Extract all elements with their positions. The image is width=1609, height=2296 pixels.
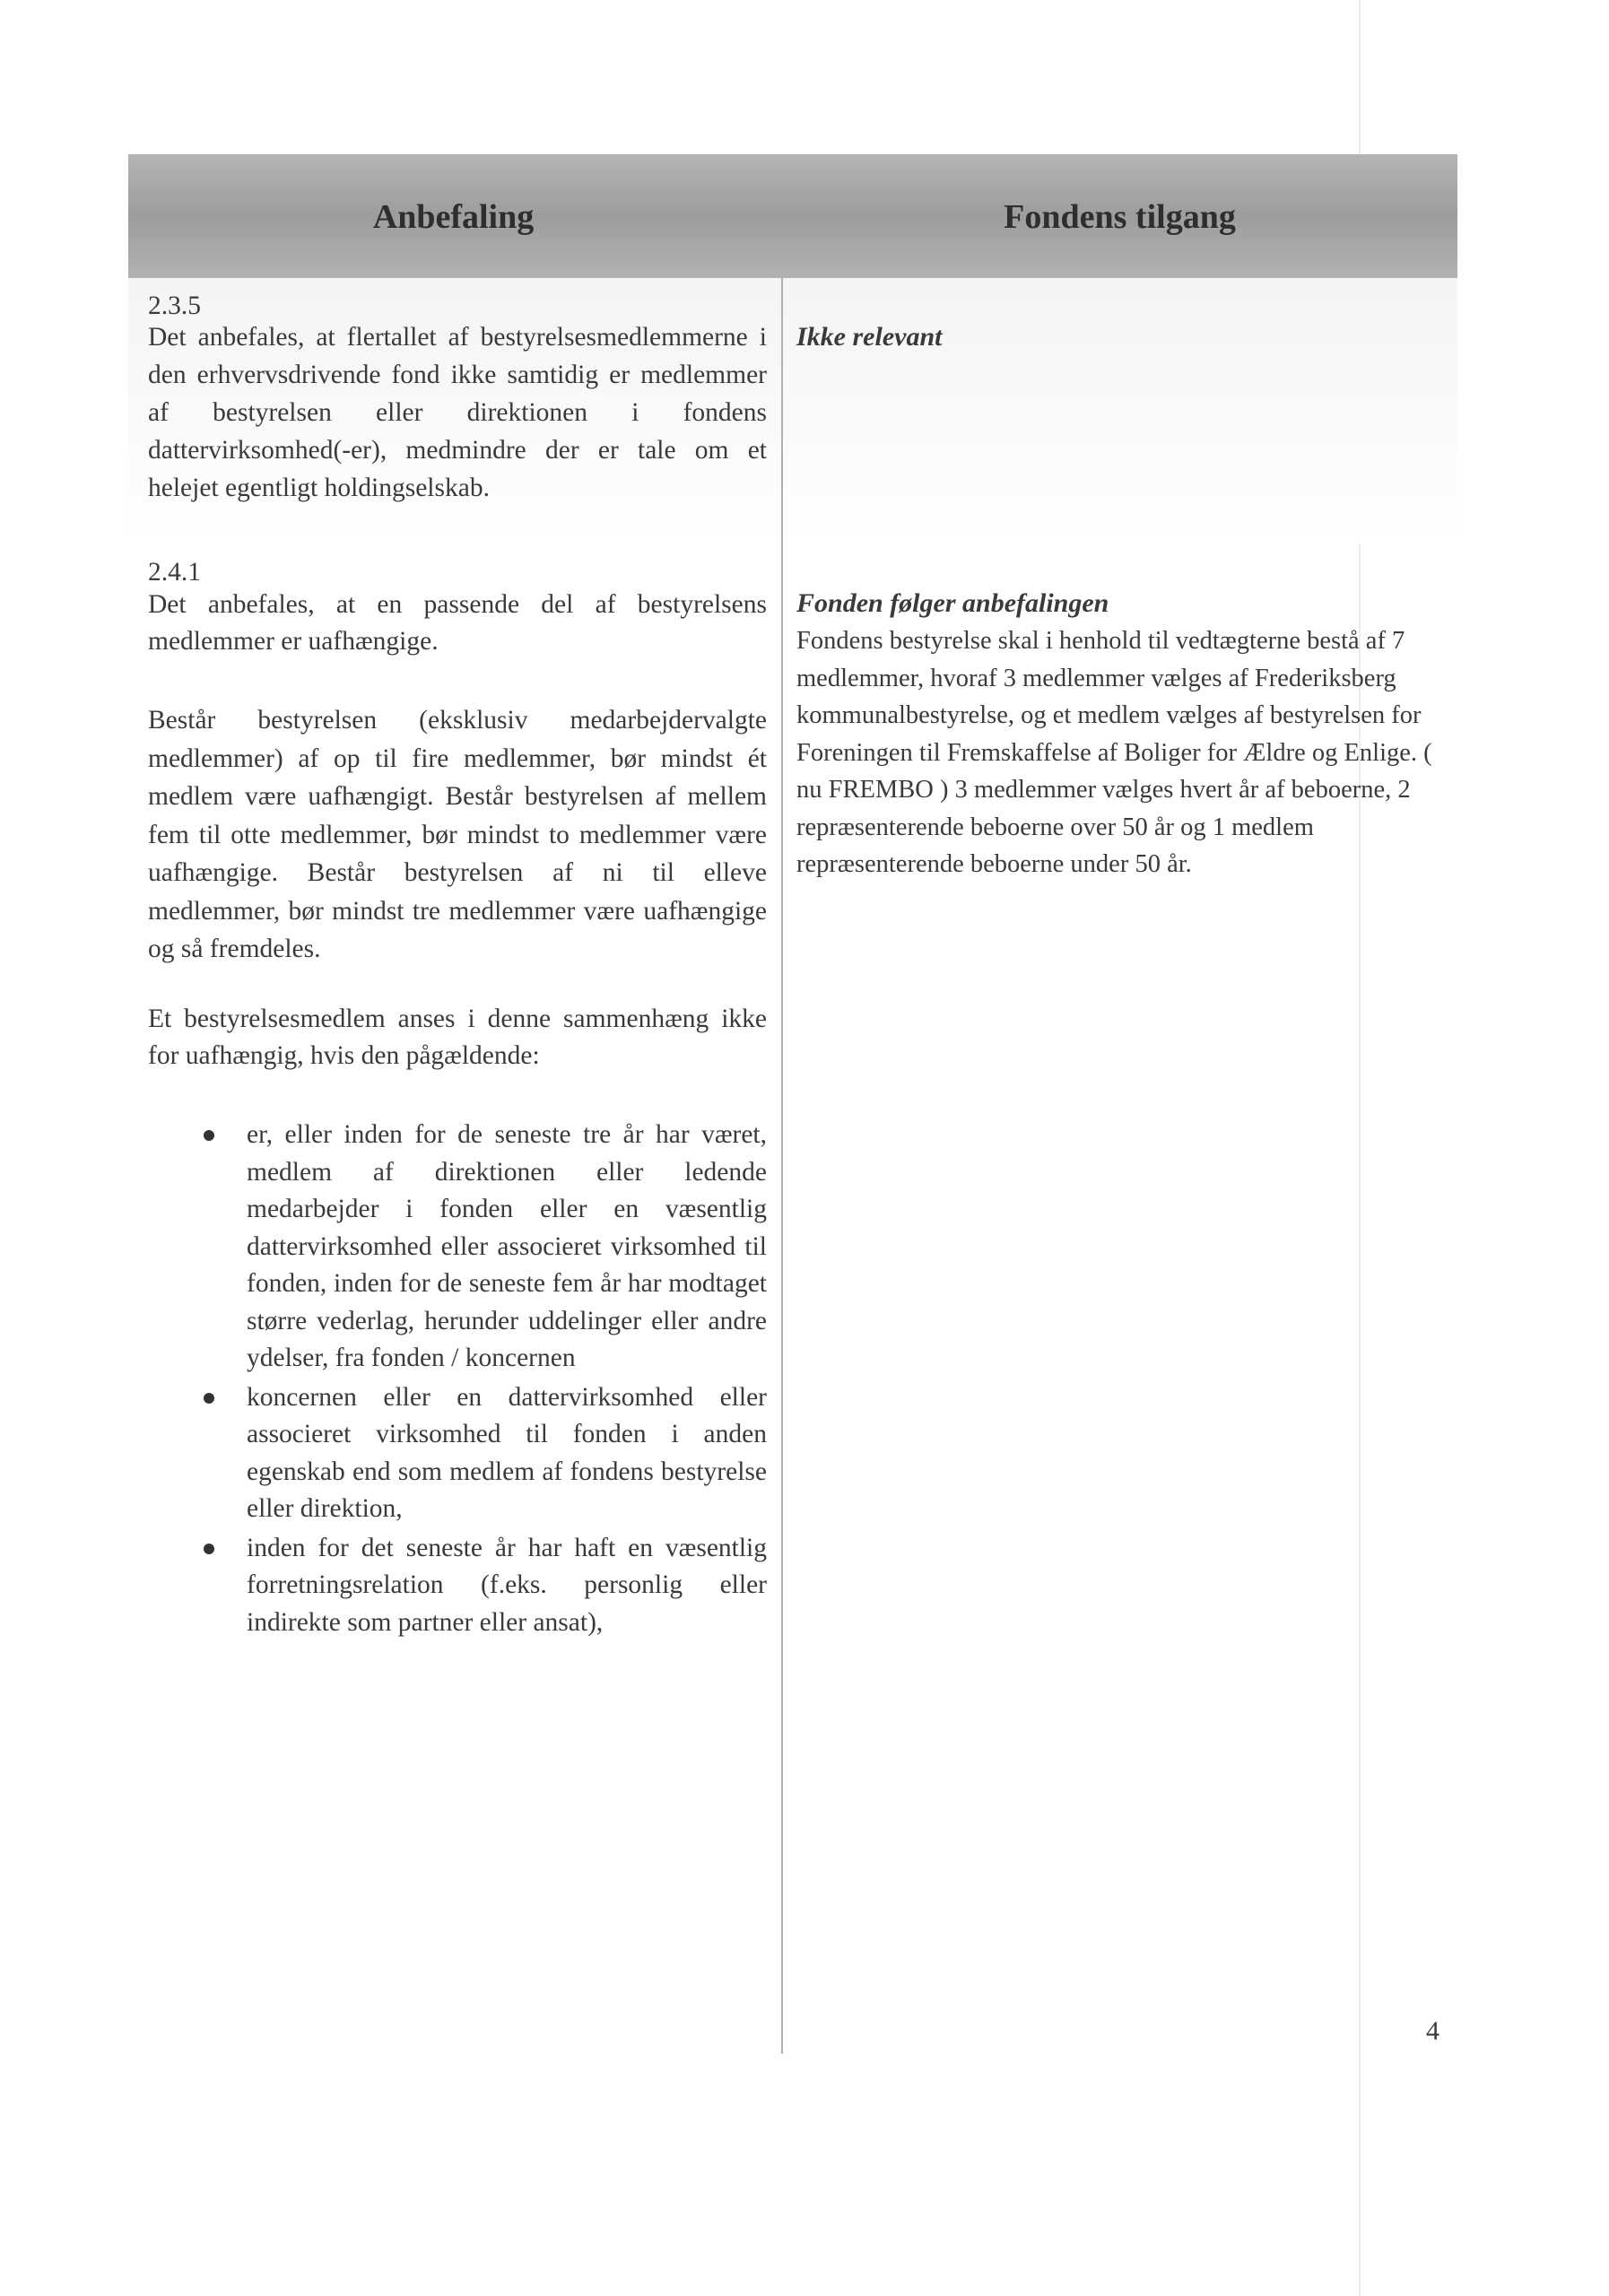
independence-criteria-list (247, 1117, 767, 1643)
list-item: inden for det seneste år har haft en væsentlig forretningsrelation (f.eks. personlig eller indirekte som partner eller ansat), (247, 1530, 767, 1642)
header-anbefaling: Anbefaling (372, 198, 535, 236)
recommendation-2-4-1-intro: Det anbefales, at en passende del af bestyrelsens medlemmer er uafhængige. (148, 590, 767, 656)
list-item: koncernen eller en dattervirksomhed eller associeret virksomhed til fonden i anden egenskab end som medlem af fondens bestyrelse eller direktion, (247, 1379, 767, 1528)
header-fondens-tilgang: Fondens tilgang (1004, 198, 1236, 236)
recommendation-2-3-5-text: Det anbefales, at flertallet af bestyrelsesmedlemmerne i den erhvervsdrivende fond ikke samtidig er medlemmer af bestyrelsen eller direktionen i fondens dattervirksomhed(-er), medmindre der er tale om et helejet egentligt holdingselskab. (148, 323, 767, 502)
list-item: er, eller inden for de seneste tre år har været, medlem af direktionen eller ledende medarbejder i fonden eller en væsentlig dattervirksomhed eller associeret virksomhed til fonden, inden for de seneste fem år har modtaget større vederlag, herunder uddelinger eller andre ydelser, fra fonden / koncernen (247, 1117, 767, 1378)
section-number-2-4-1: 2.4.1 (148, 558, 201, 587)
section-number-2-3-5: 2.3.5 (148, 291, 201, 320)
column-divider (781, 278, 783, 2054)
recommendation-2-4-1-thresholds: Består bestyrelsen (eksklusiv medarbejdervalgte medlemmer) af op til fire medlemmer, bør mindst ét medlem være uafhængigt. Består bestyrelsen af mellem fem til otte medlemmer, bør mindst to medlemmer være uafhængige. Består bestyrelsen af ni til elleve medlemmer, bør mindst tre medlemmer være uafhængige og så fremdeles. (148, 706, 767, 963)
page-number: 4 (1426, 2016, 1439, 2046)
response-2-3-5: Ikke relevant (796, 322, 943, 352)
response-2-4-1-title: Fonden følger anbefalingen (796, 588, 1109, 618)
response-2-4-1-text: Fondens bestyrelse skal i henhold til vedtægterne bestå af 7 medlemmer, hvoraf 3 medlemmer vælges af Frederiksberg kommunalbestyrelse, og et medlem vælges af bestyrelsen for Foreningen til Fremskaffelse af Boliger for Ældre og Enlige. ( nu FREMBO ) 3 medlemmer vælges hvert år af beboerne, 2 repræsenterende beboerne over 50 år og 1 medlem repræsenterende beboerne under 50 år. (796, 627, 1432, 878)
recommendation-2-4-1-independence-intro: Et bestyrelsesmedlem anses i denne sammenhæng ikke for uafhængig, hvis den pågældende: (148, 1004, 767, 1070)
